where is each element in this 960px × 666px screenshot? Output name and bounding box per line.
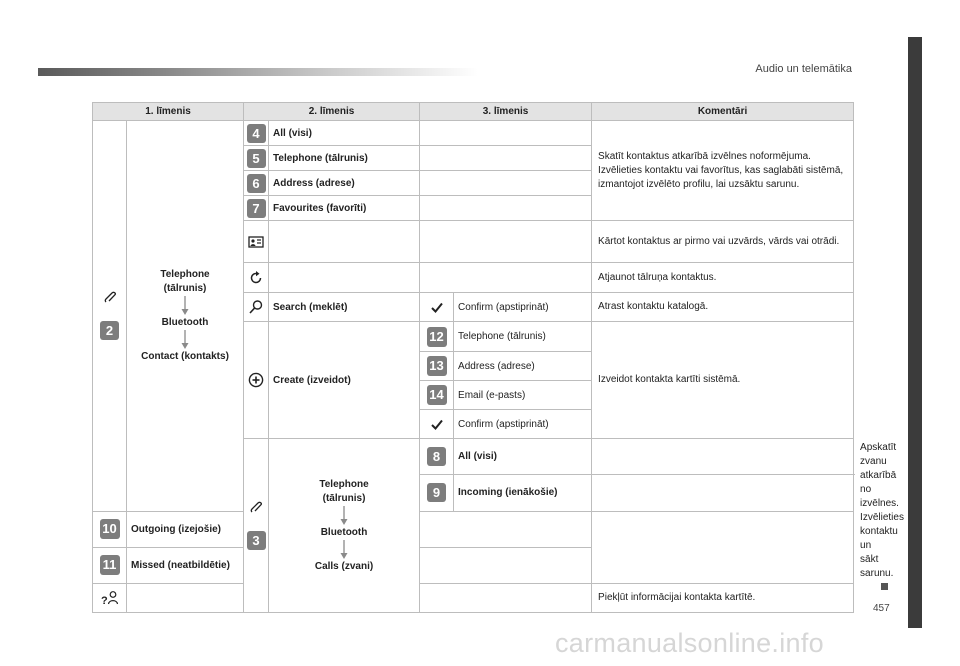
contact-sort-icon: [248, 235, 264, 249]
empty-cell: [420, 196, 592, 221]
comment-sort: Kārtot kontaktus ar pirmo vai uzvārds, vārds vai otrādi.: [592, 221, 854, 263]
badge-14: 14: [427, 385, 447, 405]
page-marker: [881, 583, 888, 590]
arrow-down-icon: [180, 296, 190, 316]
icon-cell: [420, 293, 454, 322]
empty-cell: [420, 121, 592, 146]
page-number: 457: [873, 603, 890, 614]
badge-2: 2: [100, 321, 119, 340]
level2-create: Create (izveidot): [269, 322, 420, 439]
page-section-title: Audio un telemātika: [755, 63, 852, 75]
badge-cell: [93, 511, 127, 547]
level2-incoming: Incoming (ienākošie): [454, 475, 592, 511]
level1-icon-cell: [93, 121, 127, 512]
empty-cell: [420, 511, 592, 547]
checkmark-icon: [431, 302, 443, 313]
menu-path-chain: [131, 268, 239, 364]
badge-8: 8: [427, 447, 446, 466]
watermark: carmanualsonline.info: [555, 628, 824, 658]
svg-text:?: ?: [100, 595, 108, 606]
badge-7: 7: [247, 199, 266, 218]
arrow-down-icon: [339, 506, 349, 526]
badge-cell: [93, 547, 127, 583]
header-level-1: 1. līmenis: [93, 103, 244, 121]
empty-cell: [420, 547, 592, 583]
level2-address: Address (adrese): [269, 171, 420, 196]
comment-create: Izveidot kontakta kartīti sistēmā.: [592, 322, 854, 439]
header-comments: Komentāri: [592, 103, 854, 121]
empty-cell: [269, 221, 420, 263]
chain-step-telephone: Telephone (tālrunis): [319, 478, 369, 504]
level1-chain-cell: [269, 439, 420, 613]
header-gradient-bar: [38, 68, 478, 76]
menu-path-chain: [273, 478, 415, 574]
empty-cell: [592, 439, 854, 475]
badge-3: 3: [247, 531, 266, 550]
level2-search: Search (meklēt): [269, 293, 420, 322]
empty-cell: [269, 263, 420, 293]
arrow-down-icon: [339, 540, 349, 560]
badge-cell: [244, 121, 269, 146]
level3-confirm: Confirm (apstiprināt): [454, 293, 592, 322]
level2-all: All (visi): [454, 439, 592, 475]
table-row: [93, 121, 854, 146]
header-level-3: 3. līmenis: [420, 103, 592, 121]
badge-4: 4: [247, 124, 266, 143]
empty-cell: [592, 475, 854, 511]
empty-cell: [420, 146, 592, 171]
level1-icon-cell: [244, 439, 269, 613]
level2-favourites: Favourites (favorīti): [269, 196, 420, 221]
chain-step-calls: Calls (zvani): [314, 560, 374, 572]
badge-11: 11: [100, 555, 120, 575]
badge-cell: [420, 322, 454, 352]
chain-step-telephone: Telephone (tālrunis): [160, 268, 210, 294]
badge-cell: [244, 196, 269, 221]
chain-step-bluetooth: Bluetooth: [161, 316, 209, 328]
arrow-down-icon: [180, 330, 190, 350]
level3-address: Address (adrese): [454, 352, 592, 381]
badge-cell: [420, 381, 454, 410]
level2-telephone: Telephone (tālrunis): [269, 146, 420, 171]
badge-cell: [244, 171, 269, 196]
level3-telephone: Telephone (tālrunis): [454, 322, 592, 352]
table-row: [93, 547, 854, 583]
table-header-row: [93, 103, 854, 121]
comment-info: Piekļūt informācijai kontakta kartītē.: [592, 584, 854, 613]
refresh-icon: [248, 270, 264, 286]
empty-cell: [420, 221, 592, 263]
side-strip: [908, 37, 922, 628]
empty-cell: [420, 263, 592, 293]
table-row: 3 Telephone (tālrunis) Bluetooth Calls (zvani) 8 All (visi) Apskatīt zvanu atkarībā no izvēlnes. Izvēlieties kontaktu un sākt sarunu.: [93, 439, 854, 475]
badge-9: 9: [427, 483, 446, 502]
icon-cell: [244, 263, 269, 293]
badge-cell: [420, 439, 454, 475]
chain-step-contact: Contact (kontakts): [141, 350, 229, 362]
badge-10: 10: [100, 519, 120, 539]
badge-13: 13: [427, 356, 447, 376]
level2-outgoing: Outgoing (izejošie): [127, 511, 244, 547]
contact-info-icon: [101, 590, 119, 606]
badge-cell: [420, 475, 454, 511]
table-row: [93, 584, 854, 613]
icon-cell: [244, 322, 269, 439]
icon-cell: [420, 410, 454, 439]
checkmark-icon: [431, 419, 443, 430]
empty-cell: [127, 584, 244, 613]
icon-cell: [244, 221, 269, 263]
search-icon: [248, 299, 264, 315]
icon-cell: [93, 584, 127, 613]
phone-icon: [249, 501, 263, 515]
comment-search: Atrast kontaktu katalogā.: [592, 293, 854, 322]
phone-icon: [103, 291, 117, 305]
header-level-2: 2. līmenis: [244, 103, 420, 121]
comment-view-contacts: Skatīt kontaktus atkarībā izvēlnes noformējuma. Izvēlieties kontaktu vai favorītus, kas saglabāti sistēmā, izmantojot izvēlēto profilu, lai uzsāktu sarunu.: [592, 121, 854, 221]
badge-6: 6: [247, 174, 266, 193]
add-circle-icon: [248, 372, 264, 388]
badge-5: 5: [247, 149, 266, 168]
empty-cell: [420, 584, 592, 613]
level3-email: Email (e-pasts): [454, 381, 592, 410]
chain-step-bluetooth: Bluetooth: [320, 526, 368, 538]
badge-cell: [244, 146, 269, 171]
level1-chain-cell: [127, 121, 244, 512]
icon-cell: [244, 293, 269, 322]
level2-missed: Missed (neatbildētie): [127, 547, 244, 583]
badge-12: 12: [427, 327, 447, 347]
badge-cell: [420, 352, 454, 381]
level3-confirm: Confirm (apstiprināt): [454, 410, 592, 439]
level2-all: All (visi): [269, 121, 420, 146]
comment-refresh: Atjaunot tālruņa kontaktus.: [592, 263, 854, 293]
table-row: [93, 511, 854, 547]
empty-cell: [420, 171, 592, 196]
